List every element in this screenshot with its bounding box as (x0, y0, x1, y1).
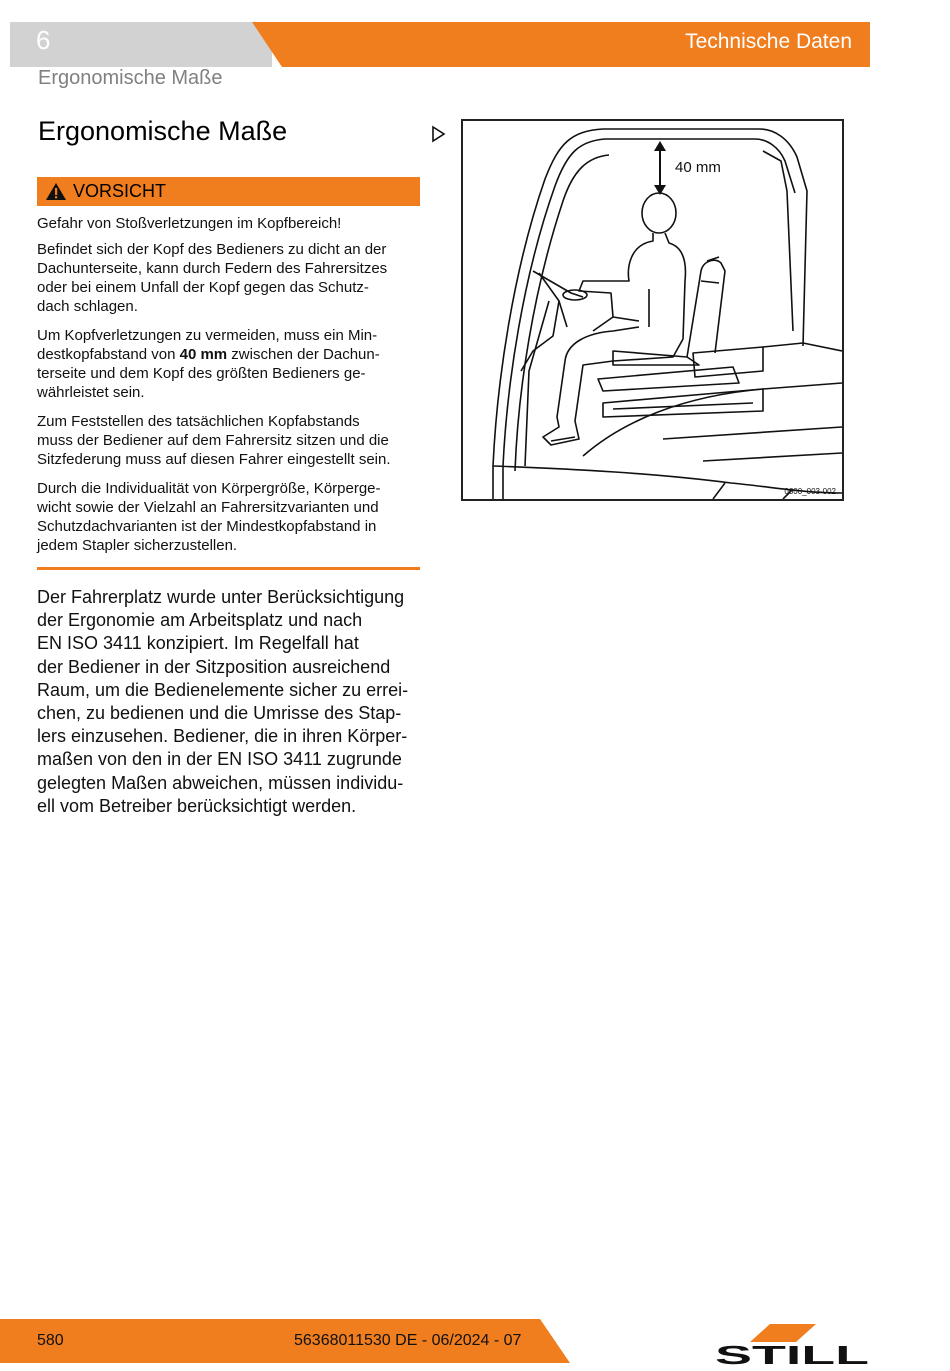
warning-line: Dachunterseite, kann durch Federn des Fahrersitzes (37, 260, 388, 277)
warning-line: jedem Stapler sicherzustellen. (37, 537, 238, 554)
operator-cab-illustration (463, 121, 842, 499)
document-code: 56368011530 DE - 06/2024 - 07 (294, 1332, 522, 1349)
body-line: Der Fahrerplatz wurde unter Berücksichtigung (37, 587, 405, 607)
body-line: ell vom Betreiber berücksichtigt werden. (37, 795, 357, 816)
warning-bottom-rule (37, 567, 420, 570)
figure-code: 0000_003-002 (784, 487, 836, 496)
warning-line: Befindet sich der Kopf des Bedieners zu dicht an der (37, 241, 387, 258)
body-line: gelegten Maßen abweichen, müssen individu- (37, 772, 404, 793)
warning-label: VORSICHT (73, 181, 167, 201)
warning-line: Schutzdachvarianten ist der Mindestkopfabstand in (37, 518, 377, 535)
figure-pointer-icon (431, 125, 447, 148)
warning-line: wicht sowie der Vielzahl an Fahrersitzvarianten und (37, 499, 379, 516)
warning-line: dach schlagen. (37, 298, 138, 315)
warning-line: terseite und dem Kopf des größten Bedieners ge- (37, 365, 366, 382)
warning-triangle-icon (45, 182, 67, 206)
body-line: der Ergonomie am Arbeitsplatz und nach (37, 610, 363, 631)
warning-line: oder bei einem Unfall der Kopf gegen das Schutz- (37, 279, 369, 296)
warning-line: währleistet sein. (37, 384, 145, 401)
warning-line: destkopfabstand von (37, 346, 180, 363)
warning-line: Zum Feststellen des tatsächlichen Kopfabstands (37, 413, 360, 430)
body-line: Raum, um die Bedienelemente sicher zu errei- (37, 679, 409, 700)
body-paragraph (37, 586, 423, 818)
page-number: 580 (37, 1332, 64, 1349)
warning-paragraph: Gefahr von Stoßverletzungen im Kopfbereich! (37, 215, 342, 232)
warning-line: Durch die Individualität von Körpergröße, Körperge- (37, 480, 381, 497)
chapter-number: 6 (36, 25, 51, 55)
warning-body (37, 214, 421, 565)
warning-line: Sitzfederung muss auf diesen Fahrer eingestellt sein. (37, 451, 391, 468)
running-head: Ergonomische Maße (38, 67, 223, 89)
ergonomics-figure (461, 119, 844, 501)
chapter-title: Technische Daten (685, 30, 852, 53)
section-title: Ergonomische Maße (38, 116, 288, 146)
warning-banner (37, 177, 420, 206)
brand-name: STILL (715, 1340, 870, 1366)
warning-line: muss der Bediener auf dem Fahrersitz sitzen und die (37, 432, 389, 449)
body-line: maßen von den in der EN ISO 3411 zugrunde (37, 749, 402, 770)
warning-line: zwischen der Dachun- (227, 346, 380, 363)
dimension-label: 40 mm (675, 159, 721, 176)
body-line: der Bediener in der Sitzposition ausreichend (37, 656, 391, 677)
warning-paragraph (37, 326, 421, 402)
head-clearance-value: 40 mm (179, 346, 228, 363)
still-logo (712, 1322, 872, 1371)
body-line: chen, zu bedienen und die Umrisse des Stap- (37, 703, 402, 724)
warning-paragraph (37, 240, 421, 316)
body-line: lers einzusehen. Bediener, die in ihren Körper- (37, 726, 408, 747)
warning-line: Um Kopfverletzungen zu vermeiden, muss ein Min- (37, 327, 378, 344)
warning-paragraph (37, 479, 421, 555)
body-line: EN ISO 3411 konzipiert. Im Regelfall hat (37, 633, 359, 654)
warning-paragraph (37, 412, 421, 469)
